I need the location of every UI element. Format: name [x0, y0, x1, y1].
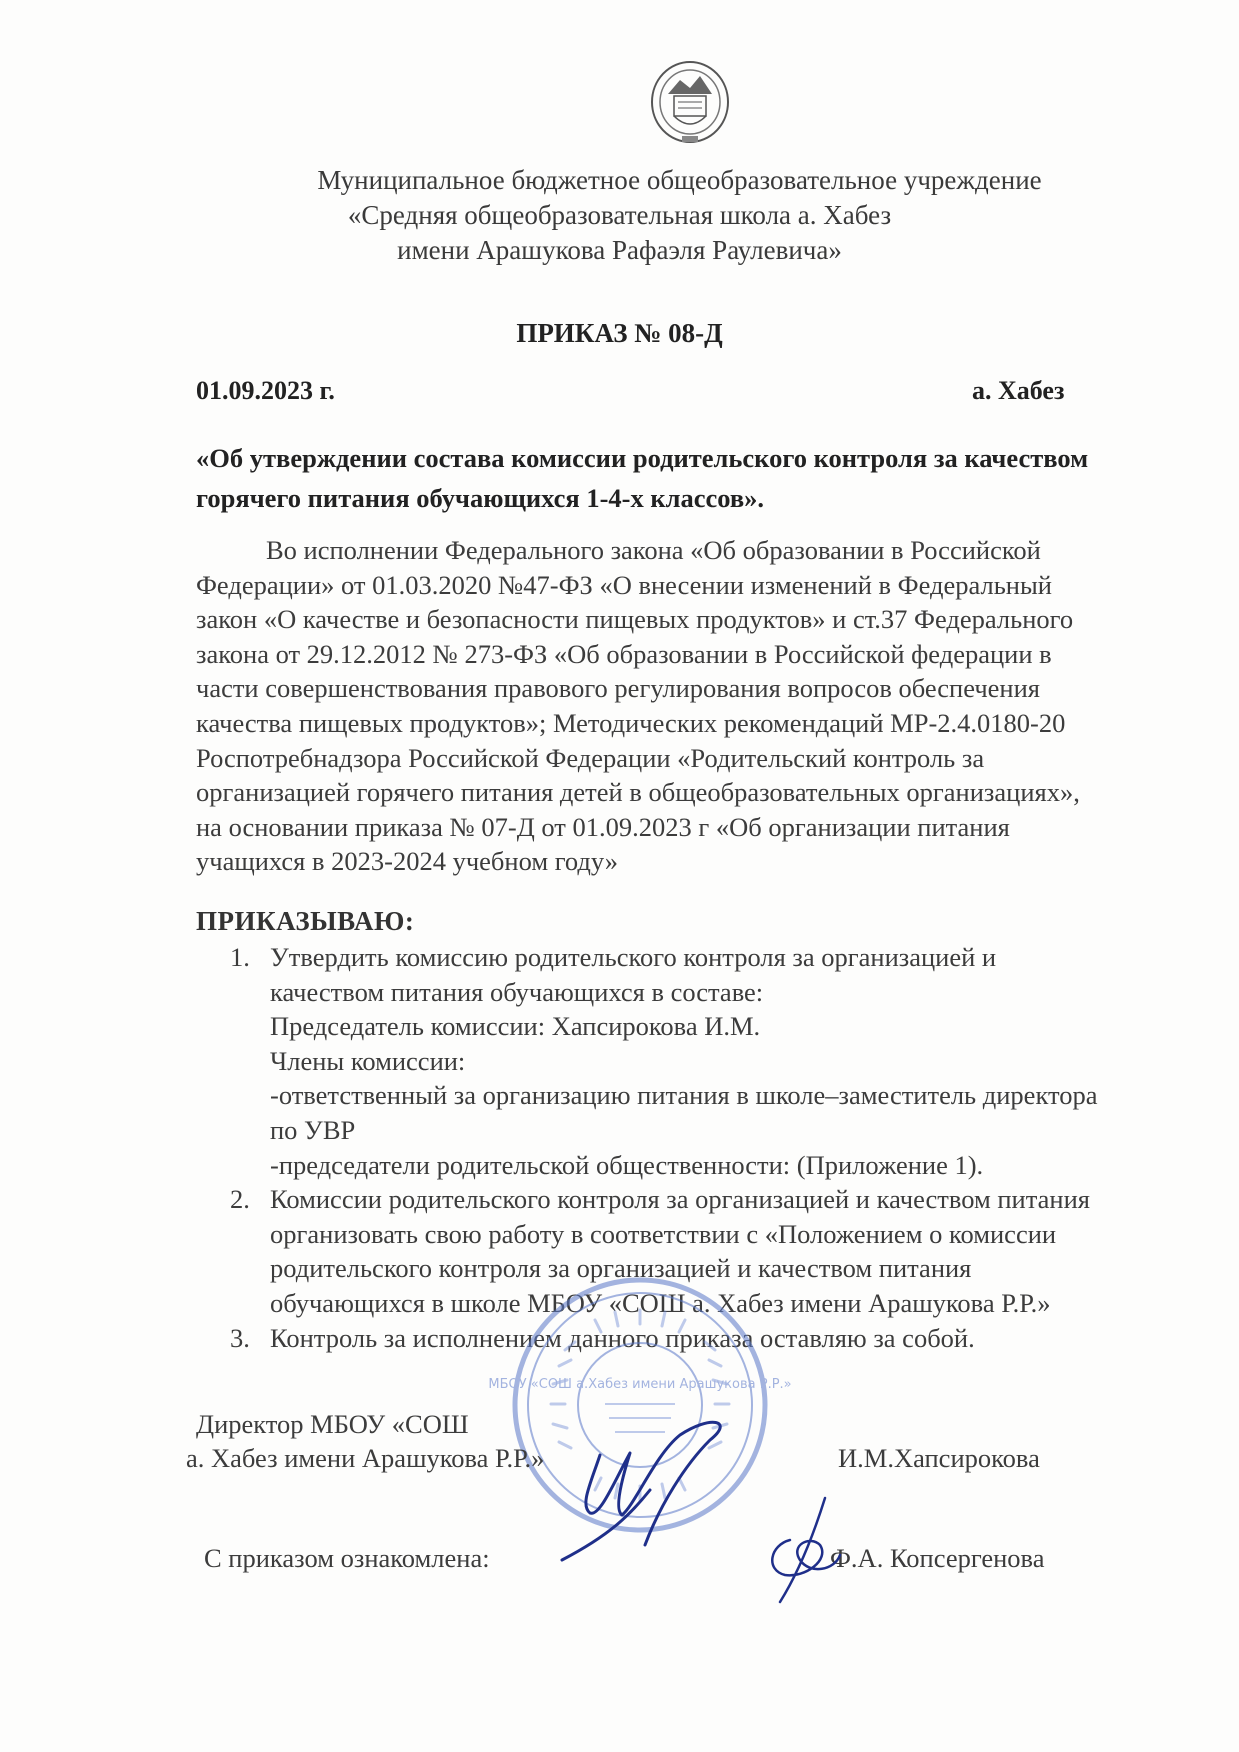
preamble-line: на основании приказа № 07-Д от 01.09.2023 г «Об организации питания	[196, 811, 1010, 842]
item-line: по УВР	[270, 1114, 356, 1145]
item-number: 2.	[230, 1184, 250, 1215]
order-item-1	[230, 940, 1200, 1182]
preamble-line: Во исполнении Федерального закона «Об образовании в Российской	[266, 535, 1041, 565]
item-number: 1.	[230, 942, 250, 972]
orders-heading: ПРИКАЗЫВАЮ:	[196, 906, 415, 936]
preamble-line: организацией горячего питания детей в общеобразовательных организациях»,	[196, 777, 1080, 808]
item-line: -председатели родительской общественности: (Приложение 1).	[270, 1149, 984, 1180]
item-line: Утвердить комиссию родительского контроля за организацией и	[270, 942, 997, 972]
subject-line: «Об утверждении состава комиссии родительского контроля за качеством	[196, 443, 1089, 473]
preamble-line: закон «О качестве и безопасности пищевых продуктов» и ст.37 Федерального	[196, 604, 1074, 635]
item-line: Комиссии родительского контроля за организацией и качеством питания	[270, 1184, 1090, 1215]
director-title-line-1: Директор МБОУ «СОШ	[196, 1409, 469, 1439]
item-line: обучающихся в школе МБОУ «СОШ а. Хабез имени Арашукова Р.Р.»	[270, 1287, 1051, 1318]
order-subject	[196, 438, 1186, 518]
item-line: Члены комиссии:	[270, 1045, 466, 1076]
item-line: качеством питания обучающихся в составе:	[270, 976, 764, 1007]
preamble-line: учащихся в 2023-2024 учебном году»	[196, 846, 619, 877]
item-line: Контроль за исполнением данного приказа оставляю за собой.	[270, 1322, 975, 1353]
acknowledgement-signature	[760, 1490, 850, 1610]
preamble	[196, 533, 1196, 879]
coat-of-arms-emblem	[648, 58, 732, 148]
item-line: организовать свою работу в соответствии с «Положением о комиссии	[270, 1218, 1057, 1249]
preamble-line: Федерации» от 01.03.2020 №47-ФЗ «О внесении изменений в Федеральный	[196, 569, 1052, 600]
acknowledged-name: Ф.А. Копсергенова	[830, 1543, 1045, 1573]
order-place: а. Хабез	[972, 376, 1065, 405]
order-title: ПРИКАЗ № 08-Д	[516, 318, 723, 348]
stamp-text: МБОУ «СОШ а.Хабез имени Арашукова Р.Р.»	[488, 1377, 792, 1392]
item-number: 3.	[230, 1322, 250, 1353]
item-line: родительского контроля за организацией и качеством питания	[270, 1253, 972, 1284]
subject-line: горячего питания обучающихся 1-4-х классов».	[196, 483, 765, 513]
director-name: И.М.Хапсирокова	[838, 1443, 1040, 1473]
org-name-line-3: имени Арашукова Рафаэля Раулевича»	[397, 235, 842, 265]
org-name-line-2: «Средняя общеобразовательная школа а. Хабез	[347, 200, 892, 230]
acknowledged-label: С приказом ознакомлена:	[204, 1543, 490, 1573]
preamble-line: части совершенствования правового регулирования вопросов обеспечения	[196, 673, 1040, 704]
preamble-line: качества пищевых продуктов»; Методических рекомендаций МР-2.4.0180-20	[196, 707, 1066, 738]
preamble-line: закона от 29.12.2012 № 273-ФЗ «Об образовании в Российской федерации в	[196, 638, 1052, 669]
preamble-line: Роспотребнадзора Российской Федерации «Родительский контроль за	[196, 742, 985, 773]
director-signature	[560, 1395, 760, 1565]
org-name-line-1: Муниципальное бюджетное общеобразовательное учреждение	[317, 165, 1042, 195]
item-line: -ответственный за организацию питания в школе–заместитель директора	[270, 1080, 1098, 1111]
item-line: Председатель комиссии: Хапсирокова И.М.	[270, 1011, 761, 1042]
director-title-line-2: а. Хабез имени Арашукова Р.Р.»	[186, 1443, 545, 1473]
order-date: 01.09.2023 г.	[196, 376, 335, 405]
